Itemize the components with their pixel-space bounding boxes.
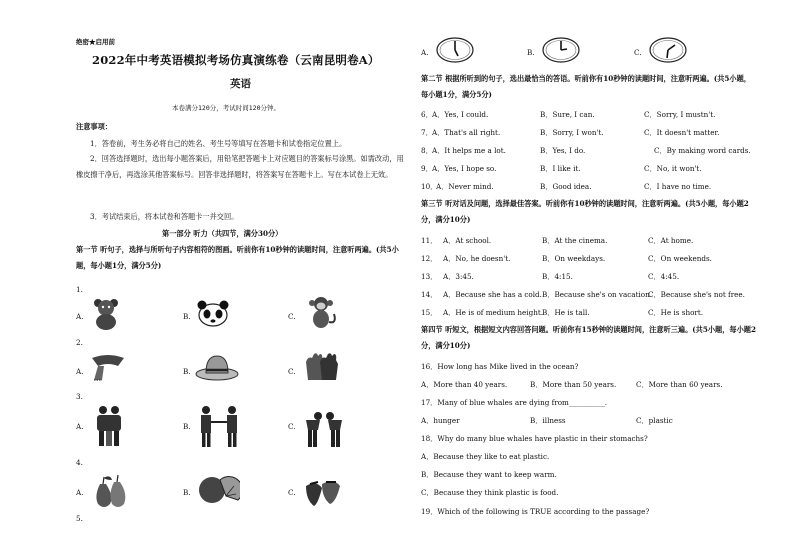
- strawberries-image: [302, 474, 344, 508]
- option-a[interactable]: A．hunger: [421, 416, 460, 425]
- option-a[interactable]: A．More than 40 years.: [421, 380, 508, 389]
- option-c[interactable]: C．By making word cards.: [654, 146, 751, 155]
- clock-icon: [541, 36, 581, 64]
- option-c[interactable]: C．Because she's not free.: [648, 290, 745, 299]
- option-label[interactable]: A.: [76, 422, 84, 431]
- clock-icon: [435, 36, 475, 64]
- section1-instructions: 第一节 听句子，选择与所听句子内容相符的图画。听前你有10秒钟的读题时间，注意听两遍。(共5小题，每小题1分，满分5分): [76, 245, 399, 270]
- question-number: 5.: [76, 514, 83, 523]
- question-number: 7．: [421, 128, 433, 137]
- clock-option-a[interactable]: A.: [421, 48, 429, 57]
- option-label[interactable]: C.: [288, 312, 296, 321]
- section3-instructions: 第三节 听对话及问题，选择最佳答案。听前你有10秒钟的读题时间，注意听两遍。(共5小题，每小题2分，满分10分): [421, 199, 749, 224]
- option-c[interactable]: C．plastic: [636, 416, 673, 425]
- confidential-label: 绝密★启用前: [76, 38, 115, 46]
- question-number: 12．: [421, 254, 438, 263]
- bow-image: [300, 404, 348, 448]
- monkey-image: [304, 294, 338, 330]
- option-c[interactable]: C．No, it won't.: [644, 164, 702, 173]
- option-b[interactable]: B．4:15.: [542, 272, 573, 281]
- option-b[interactable]: B．At the cinema.: [542, 236, 608, 245]
- option-b[interactable]: B．On weekdays.: [542, 254, 606, 263]
- option-b[interactable]: B．illness: [530, 416, 566, 425]
- teddy-bear-image: [88, 295, 124, 331]
- option-label[interactable]: A.: [76, 312, 84, 321]
- question-number: 10．: [421, 182, 438, 191]
- option-b[interactable]: B．Good idea.: [540, 182, 592, 191]
- scarf-image: [88, 352, 128, 382]
- hat-image: [194, 352, 240, 382]
- question-number: 2.: [76, 338, 83, 347]
- option-a[interactable]: A．No, he doesn't.: [443, 254, 511, 263]
- pears-image: [90, 474, 134, 510]
- question-number: 1.: [76, 285, 83, 294]
- option-c[interactable]: C．He is short.: [648, 308, 704, 317]
- subject-title: 英语: [230, 78, 251, 90]
- section4-instructions: 第四节 听短文，根据短文内容回答问题。听前你有15秒钟的读题时间，注意听三遍。(共5小题，每小题2分，满分10分): [421, 325, 756, 350]
- question-number: 3.: [76, 392, 83, 401]
- option-c[interactable]: C．Because they think plastic is food.: [421, 488, 559, 497]
- option-a[interactable]: A．It helps me a lot.: [432, 146, 506, 155]
- option-b[interactable]: B．He is tall.: [542, 308, 590, 317]
- option-b[interactable]: B．Because they want to keep warm.: [421, 470, 557, 479]
- hug-image: [90, 404, 128, 448]
- notes-heading: 注意事项：: [76, 122, 112, 131]
- option-a[interactable]: A．Because she has a cold.: [443, 290, 542, 299]
- option-a[interactable]: A．Yes, I hope so.: [432, 164, 497, 173]
- option-c[interactable]: C．It doesn't matter.: [644, 128, 720, 137]
- option-b[interactable]: B．Sorry, I won't.: [540, 128, 604, 137]
- option-c[interactable]: C．Sorry, I mustn't.: [644, 110, 716, 119]
- section2-instructions: 第二节 根据所听到的句子，选出最恰当的答语。听前你有10秒钟的读题时间，注意听两遍。(共5小题，每小题1分，满分5分): [421, 74, 751, 99]
- question-stem: 17．Many of blue whales are dying from__________.: [421, 398, 608, 407]
- option-b[interactable]: B．I like it.: [540, 164, 581, 173]
- option-label[interactable]: C.: [288, 422, 296, 431]
- handshake-image: [196, 404, 242, 448]
- option-a[interactable]: A．That's all right.: [432, 128, 501, 137]
- option-a[interactable]: A．Because they like to eat plastic.: [421, 452, 550, 461]
- option-c[interactable]: C．4:45.: [648, 272, 680, 281]
- option-b[interactable]: B．Sure, I can.: [540, 110, 595, 119]
- option-label[interactable]: B.: [183, 367, 191, 376]
- option-label[interactable]: B.: [183, 422, 191, 431]
- question-number: 13．: [421, 272, 438, 281]
- option-a[interactable]: A．Yes, I could.: [432, 110, 489, 119]
- gloves-image: [302, 350, 342, 384]
- grapefruit-image: [196, 474, 240, 506]
- option-a[interactable]: A．At school.: [443, 236, 492, 245]
- part1-heading: 第一部分 听力（共四节，满分30分）: [162, 229, 283, 238]
- score-line: 本卷满分120分，考试时间120分钟。: [172, 104, 280, 112]
- option-b[interactable]: B．Yes, I do.: [540, 146, 586, 155]
- option-c[interactable]: C．More than 60 years.: [636, 380, 723, 389]
- question-number: 14．: [421, 290, 438, 299]
- option-label[interactable]: B.: [183, 312, 191, 321]
- question-number: 11．: [421, 236, 438, 245]
- option-c[interactable]: C．At home.: [648, 236, 694, 245]
- option-label[interactable]: A.: [76, 488, 84, 497]
- option-b[interactable]: B．Because she's on vacation.: [542, 290, 653, 299]
- note-item-3: 3．考试结束后，将本试卷和答题卡一并交回。: [90, 212, 239, 221]
- question-number: 9．: [421, 164, 433, 173]
- option-c[interactable]: C．On weekends.: [648, 254, 712, 263]
- clock-option-c[interactable]: C.: [634, 48, 642, 57]
- clock-icon: [648, 36, 688, 64]
- exam-title: 2022年中考英语模拟考场仿真演练卷（云南昆明卷A）: [92, 53, 380, 67]
- option-a[interactable]: A．Never mind.: [436, 182, 494, 191]
- option-label[interactable]: C.: [288, 488, 296, 497]
- option-label[interactable]: C.: [288, 367, 296, 376]
- question-stem: 16．How long has Mike lived in the ocean?: [421, 362, 579, 371]
- option-label[interactable]: A.: [76, 367, 84, 376]
- note-item-1: 1．答卷前，考生务必将自己的姓名、考生号等填写在答题卡和试卷指定位置上。: [90, 139, 347, 148]
- panda-image: [196, 297, 230, 329]
- question-number: 8．: [421, 146, 433, 155]
- option-label[interactable]: B.: [183, 488, 191, 497]
- option-c[interactable]: C．I have no time.: [644, 182, 712, 191]
- question-number: 15．: [421, 308, 438, 317]
- question-number: 6．: [421, 110, 433, 119]
- question-stem: 19．Which of the following is TRUE according to the passage?: [421, 507, 650, 516]
- option-a[interactable]: A．He is of medium height.: [443, 308, 544, 317]
- note-item-2: 2．回答选择题时，选出每小题答案后，用铅笔把答题卡上对应题目的答案标号涂黑。如需改动，用橡皮擦干净后，再选涂其他答案标号。回答非选择题时，将答案写在答题卡上。写在本试卷上无效。: [76, 154, 404, 179]
- question-stem: 18．Why do many blue whales have plastic in their stomachs?: [421, 434, 648, 443]
- question-number: 4.: [76, 458, 83, 467]
- option-b[interactable]: B．More than 50 years.: [530, 380, 617, 389]
- option-a[interactable]: A．3:45.: [443, 272, 474, 281]
- clock-option-b[interactable]: B.: [527, 48, 535, 57]
